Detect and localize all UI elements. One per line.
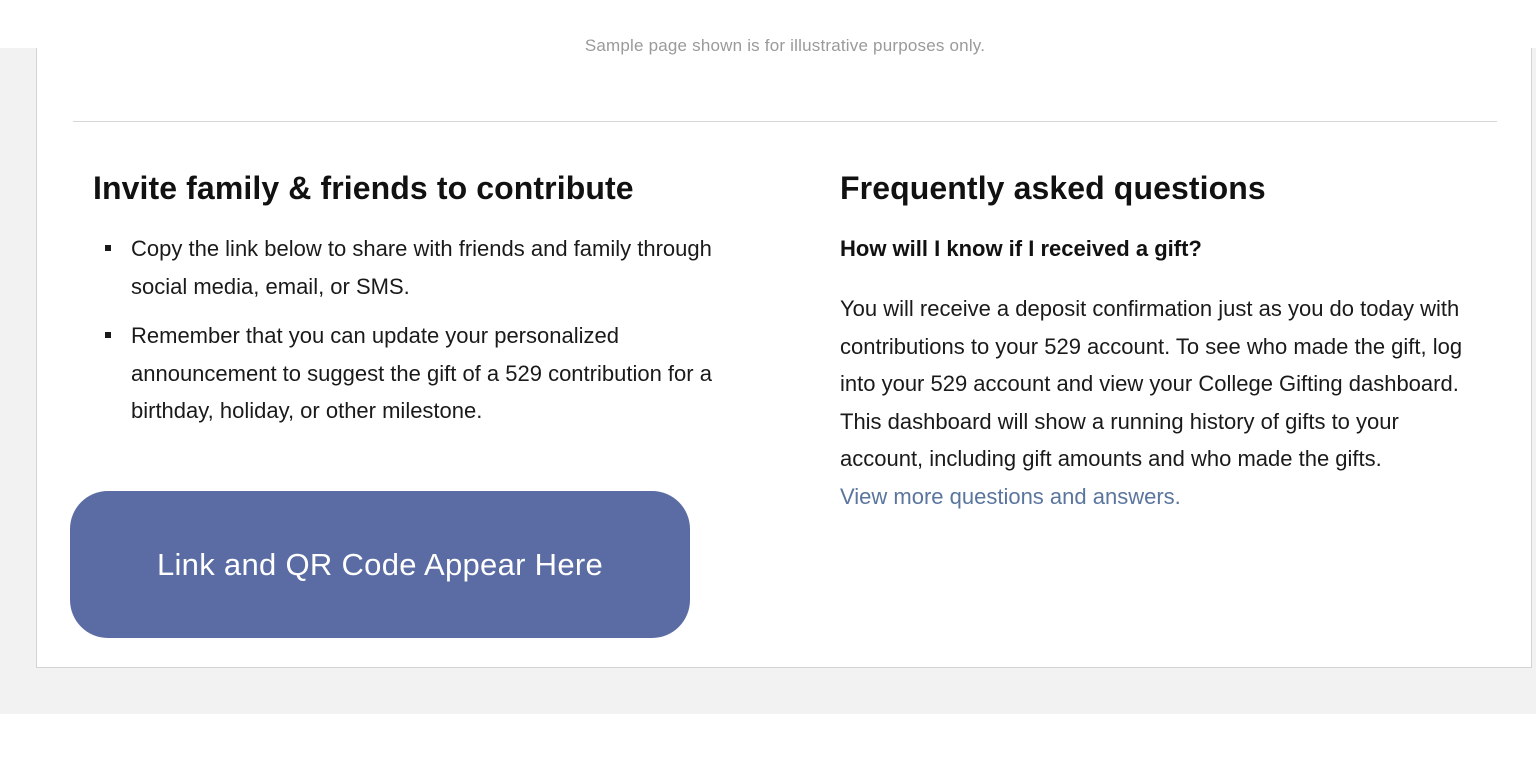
section-divider (73, 121, 1497, 122)
faq-question: How will I know if I received a gift? (840, 236, 1202, 261)
view-more-faq-link[interactable]: View more questions and answers. (840, 483, 1181, 509)
invite-bullet-list (93, 230, 743, 430)
list-item (93, 230, 751, 305)
qr-placeholder-text: Link and QR Code Appear Here (156, 546, 604, 582)
content-card (36, 36, 1532, 668)
faq-answer-text: You will receive a deposit confirmation just as you do today with contributions to your 529 account. To see who made the gift, log into your 529 account and view your College Gifting dashboard. This dashboard will show a running history of gifts to your account, including gift amounts and who made the gifts. (840, 296, 1463, 471)
bullet-icon (105, 332, 111, 338)
faq-heading: Frequently asked questions (840, 170, 1266, 206)
bullet-text: Copy the link below to share with friends and family through social media, email, or SMS. (131, 236, 712, 299)
list-item (93, 317, 751, 430)
faq-answer (840, 290, 1470, 515)
link-qr-placeholder (70, 491, 690, 638)
faq-section (840, 166, 1480, 515)
invite-section (93, 166, 743, 442)
bullet-icon (105, 245, 111, 251)
bullet-text: Remember that you can update your personalized announcement to suggest the gift of a 529 contribution for a birthday, holiday, or other milestone. (131, 323, 712, 423)
invite-heading: Invite family & friends to contribute (93, 170, 634, 206)
illustrative-caption: Sample page shown is for illustrative purposes only. (584, 36, 986, 55)
